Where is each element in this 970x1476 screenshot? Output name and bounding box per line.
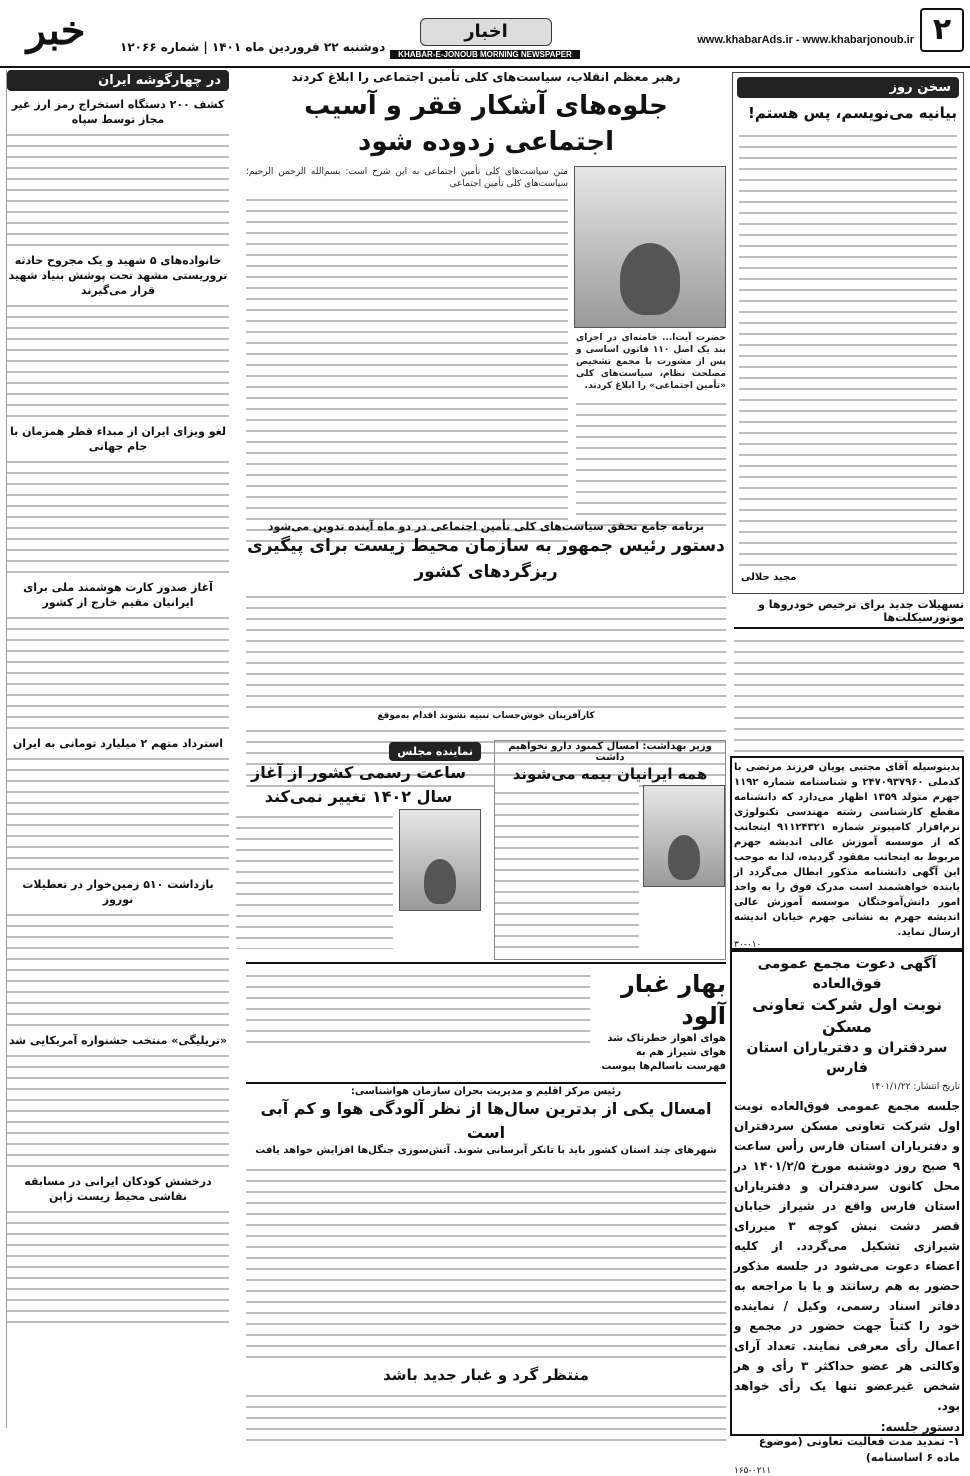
briefs-box-title: در چهارگوشه ایران xyxy=(7,70,229,91)
dust-sub-2: هوای شیراز هم به فهرست ناسالم‌ها پیوست xyxy=(601,1047,726,1072)
editorial-title: بیانیه می‌نویسم، پس هستم! xyxy=(748,104,957,122)
brief-headline: درخشش کودکان ایرانی در مسابقه نقاشی محیط زیست ژاپن xyxy=(24,1175,212,1203)
editorial-box-title: سخن روز xyxy=(737,77,959,98)
dust-body-2 xyxy=(246,1388,726,1448)
mp-portrait xyxy=(399,809,481,911)
brief-headline: «تریلیگی» منتخب جشنواره آمریکایی شد xyxy=(8,1034,228,1047)
brief-headline: لغو ویزای ایران از مبداء قطر همزمان با جام جهانی xyxy=(10,425,226,453)
lost-document-notice xyxy=(730,756,964,950)
editorial-author: مجید جلالی xyxy=(741,572,797,583)
website-urls[interactable]: www.khabarAds.ir - www.khabarjonoub.ir xyxy=(697,34,914,46)
lead-story xyxy=(246,70,726,515)
english-masthead: KHABAR-E-JONOUB MORNING NEWSPAPER xyxy=(390,50,580,59)
clock-headline: ساعت رسمی کشور از آغاز سال ۱۴۰۲ تغییر نمی‌کند xyxy=(251,763,466,806)
parliament-tag: نماینده مجلس xyxy=(389,742,481,761)
brief-item xyxy=(7,97,229,247)
insurance-story xyxy=(494,740,726,960)
environment-kicker: برنامه جامع تحقق سیاست‌های کلی تأمین اجتماعی در دو ماه آینده تدوین می‌شود xyxy=(267,520,705,533)
brief-body xyxy=(7,751,229,871)
assembly-code: ۱۶۵-۰۲۱۱ xyxy=(734,1466,772,1476)
assembly-agenda-item: ۱- تمدید مدت فعالیت تعاونی (موضوع ماده ۶ اساسنامه) xyxy=(758,1435,960,1464)
issue-date: دوشنبه ۲۲ فروردین ماه ۱۴۰۱ | شماره ۱۲۰۶۶ xyxy=(120,40,386,54)
section-label: اخبار xyxy=(420,18,552,46)
clock-story xyxy=(236,740,481,958)
assembly-body: جلسه مجمع عمومی فوق‌العاده نوبت اول شرکت تعاونی مسکن سردفتران و دفتریاران استان فارس رأس ساعت ۹ صبح روز دوشنبه مورخ ۱۴۰۱/۲/۵ در محل کانون سردفتران و دفتریاران استان فارس واقع در شیراز خیابان قصر دشت نبش کوچه ۳ میرزای شیرازی تشکیل می‌گردد. از کلیه اعضاء دعوت می‌شود در جلسه مذکور حضور به هم رسانند و یا با مراجعه به دفاتر اسناد رسمی، وکیل / نماینده خود را کتباً جهت حضور در مجمع و اعمال رأی معرفی نمایند. تعداد آرای وکالتی هر عضو حداکثر ۳ رأی و هر شخص غیرعضو تنها یک رأی خواهد بود. xyxy=(734,1099,961,1413)
lead-body-lines xyxy=(246,192,568,542)
assembly-agenda-label: دستور جلسه: xyxy=(880,1420,960,1434)
minister-portrait xyxy=(643,785,725,887)
brief-item xyxy=(7,1174,229,1324)
cars-headline: تسهیلات جدید برای ترخیص خودروها و موتورسیکلت‌ها xyxy=(734,598,964,629)
brief-headline: بازداشت ۵۱۰ زمین‌خوار در تعطیلات نوروز xyxy=(22,878,214,906)
brief-item xyxy=(7,424,229,574)
brief-item xyxy=(7,1033,229,1168)
editorial-body xyxy=(739,128,957,568)
assembly-notice xyxy=(730,950,964,1476)
insurance-kicker: وزیر بهداشت: امسال کمبود دارو نخواهیم داشت xyxy=(508,741,712,763)
dust-sub-1: هوای اهواز خطرناک شد xyxy=(607,1033,726,1044)
news-briefs-column xyxy=(6,70,229,1428)
lead-body: متن سیاست‌های کلی تأمین اجتماعی به این شرح است: بسم‌الله الرحمن الرحیم؛ سیاست‌های کلی تأمین اجتماعی xyxy=(246,167,568,189)
brief-headline: خانواده‌های ۵ شهید و یک مجروح حادثه تروریستی مشهد تحت پوشش بنیاد شهید قرار می‌گیرند xyxy=(8,254,228,297)
cars-article xyxy=(734,598,964,750)
dust-headline-2: امسال یکی از بدترین سال‌ها از نظر آلودگی هوا و کم آبی است xyxy=(260,1099,712,1142)
leader-portrait xyxy=(574,166,726,328)
brief-headline: کشف ۲۰۰ دستگاه استخراج رمز ارز غیر مجاز توسط سپاه xyxy=(11,98,225,126)
dust-headline: بهار غبار آلود xyxy=(620,970,726,1030)
dust-kicker: رئیس مرکز اقلیم و مدیریت بحران سازمان هواشناسی: xyxy=(350,1086,622,1097)
brief-item xyxy=(7,253,229,418)
lead-photo-column xyxy=(576,166,726,546)
brief-headline: آغاز صدور کارت هوشمند ملی برای ایرانیان مقیم خارج از کشور xyxy=(23,581,213,609)
clock-body xyxy=(236,809,393,949)
lead-kicker: رهبر معظم انقلاب، سیاست‌های کلی تأمین اجتماعی را ابلاغ کردند xyxy=(291,70,681,84)
assembly-title-2: نوبت اول شرکت تعاونی مسکن xyxy=(751,995,943,1036)
dust-story xyxy=(246,962,726,1430)
environment-body xyxy=(246,589,726,709)
dust-intro xyxy=(246,968,590,1048)
dust-body xyxy=(246,1162,726,1362)
lead-headline: جلوه‌های آشکار فقر و آسیب اجتماعی زدوده شود xyxy=(304,91,668,157)
brief-body xyxy=(7,907,229,1027)
lead-photo-caption: حضرت آیت‌ا... خامنه‌ای در اجرای بند یک اصل ۱۱۰ قانون اساسی و پس از مشورت با مجمع تشخیص مصلحت نظام، سیاست‌های کلی «تأمین اجتماعی» را ابلاغ کردند. xyxy=(576,333,726,391)
assembly-date: تاریخ انتشار: ۱۴۰۱/۱/۲۲ xyxy=(870,1082,960,1092)
dust-headline-3: منتظر گرد و غبار جدید باشد xyxy=(383,1366,589,1384)
brief-headline: استرداد متهم ۲ میلیارد تومانی به ایران xyxy=(12,737,224,750)
brief-body xyxy=(7,298,229,418)
environment-subhead: کارآفرینان خوش‌حساب تنبیه نشوند اقدام به‌موقع xyxy=(377,711,595,721)
brief-body xyxy=(7,610,229,730)
dust-deck: شهرهای چند استان کشور باید با تانکر آبرسانی شوند. آتش‌سوزی جنگل‌ها افزایش خواهد یافت xyxy=(255,1145,717,1156)
brief-item xyxy=(7,736,229,871)
brief-item xyxy=(7,877,229,1027)
lost-notice-text: بدینوسیله آقای مجتبی پویان فرزند مرتضی با کدملی ۲۴۷۰۹۳۷۹۶۰ و شناسنامه شماره ۱۱۹۲ جهرم متولد ۱۳۵۹ اظهار می‌دارد که دانشنامه مقطع کارشناسی رشته مهندسی تکنولوژی نرم‌افزار کامپیوتر شماره ۹۱۱۲۴۳۲۱ اینجانب که از موسسه آموزش عالی اندیشه جهرم مربوط به اینجانب مفقود گردیده، لذا به موجب این آگهی دانشنامه مذکور ابطال می‌گردد از یابنده خواهشمند است مدرک فوق را به واحد امور دانش‌آموختگان موسسه آموزش عالی اندیشه جهرم به نشانی جهرم خیابان اندیشه ارسال نماید. xyxy=(734,762,960,938)
insurance-headline: همه ایرانیان بیمه می‌شوند xyxy=(512,765,708,783)
assembly-title-3: سردفتران و دفتریاران استان فارس xyxy=(746,1040,948,1076)
page-number: ۲ xyxy=(920,8,964,52)
brief-body xyxy=(7,127,229,247)
cars-body xyxy=(734,633,964,759)
lost-notice-code: ۳۰-۰۱۰ xyxy=(734,940,762,950)
masthead xyxy=(0,0,970,68)
brief-body xyxy=(7,1048,229,1168)
assembly-title-1: آگهی دعوت مجمع عمومی فوق‌العاده xyxy=(757,956,937,992)
insurance-body xyxy=(495,785,639,955)
brief-item xyxy=(7,580,229,730)
briefs-list xyxy=(7,97,229,1324)
environment-headline: دستور رئیس جمهور به سازمان محیط زیست برای پیگیری ریزگردهای کشور xyxy=(247,536,725,582)
brief-body xyxy=(7,454,229,574)
brief-body xyxy=(7,1204,229,1324)
editorial-column xyxy=(732,72,964,594)
newspaper-logo: خبر xyxy=(26,7,86,54)
